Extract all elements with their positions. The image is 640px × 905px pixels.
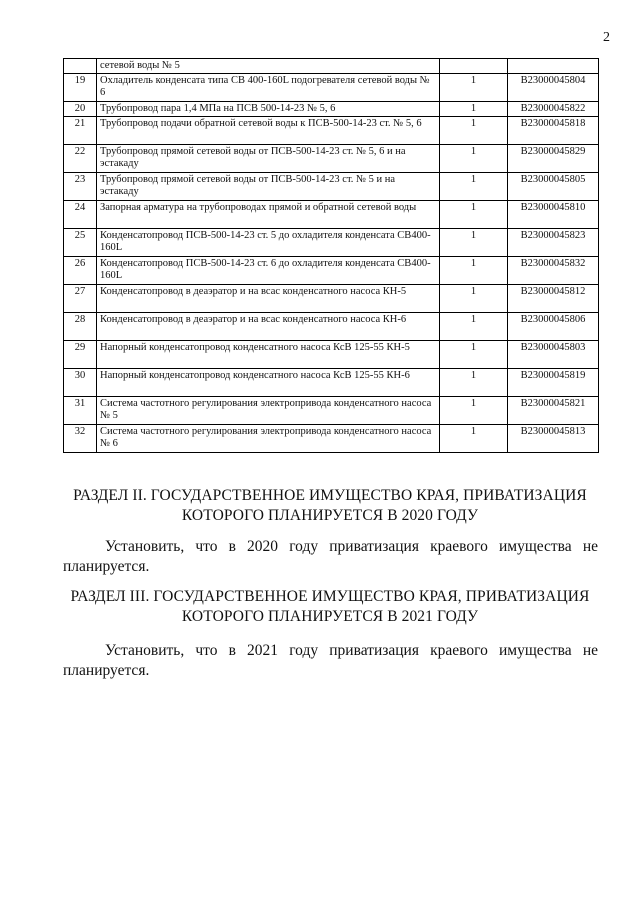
row-number: 25 <box>64 229 97 257</box>
inventory-number: В23000045821 <box>508 397 599 425</box>
inventory-number: В23000045812 <box>508 285 599 313</box>
inventory-number: В23000045805 <box>508 173 599 201</box>
inventory-number: В23000045822 <box>508 102 599 117</box>
table-row <box>64 145 599 173</box>
object-name: Трубопровод прямой сетевой воды от ПСВ-500-14-23 ст. № 5, 6 и на эстакаду <box>97 145 440 173</box>
inventory-number: В23000045829 <box>508 145 599 173</box>
section-3-text: Установить, что в 2021 году приватизация краевого имущества не планируется. <box>63 642 598 679</box>
row-number: 22 <box>64 145 97 173</box>
object-quantity: 1 <box>440 74 508 102</box>
row-number: 30 <box>64 369 97 397</box>
table-row <box>64 257 599 285</box>
object-name: Система частотного регулирования электропривода конденсатного насоса № 5 <box>97 397 440 425</box>
object-name: Охладитель конденсата типа СВ 400-160L подогревателя сетевой воды № 6 <box>97 74 440 102</box>
section-3-title: РАЗДЕЛ III. ГОСУДАРСТВЕННОЕ ИМУЩЕСТВО КРАЯ, ПРИВАТИЗАЦИЯ КОТОРОГО ПЛАНИРУЕТСЯ В 2021 ГОДУ <box>70 588 590 625</box>
table-row <box>64 173 599 201</box>
row-number: 20 <box>64 102 97 117</box>
object-quantity: 1 <box>440 201 508 229</box>
object-name: Напорный конденсатопровод конденсатного насоса КсВ 125-55 КН-6 <box>97 369 440 397</box>
inventory-number: В23000045810 <box>508 201 599 229</box>
row-number <box>64 59 97 74</box>
object-quantity: 1 <box>440 313 508 341</box>
row-number: 31 <box>64 397 97 425</box>
table-row <box>64 229 599 257</box>
row-number: 23 <box>64 173 97 201</box>
object-quantity: 1 <box>440 425 508 453</box>
object-name: Напорный конденсатопровод конденсатного насоса КсВ 125-55 КН-5 <box>97 341 440 369</box>
object-name: Система частотного регулирования электропривода конденсатного насоса № 6 <box>97 425 440 453</box>
object-name: Конденсатопровод в деаэратор и на всас конденсатного насоса КН-6 <box>97 313 440 341</box>
page-number: 2 <box>603 30 610 45</box>
row-number: 21 <box>64 117 97 145</box>
object-quantity: 1 <box>440 257 508 285</box>
inventory-number: В23000045804 <box>508 74 599 102</box>
property-table <box>63 58 599 453</box>
object-quantity: 1 <box>440 341 508 369</box>
object-name: Конденсатопровод ПСВ-500-14-23 ст. 5 до охладителя конденсата СВ400-160L <box>97 229 440 257</box>
inventory-number: В23000045819 <box>508 369 599 397</box>
object-name: Трубопровод пара 1,4 МПа на ПСВ 500-14-23 № 5, 6 <box>97 102 440 117</box>
object-quantity: 1 <box>440 173 508 201</box>
object-name: сетевой воды № 5 <box>97 59 440 74</box>
inventory-number: В23000045803 <box>508 341 599 369</box>
object-quantity: 1 <box>440 285 508 313</box>
table-row <box>64 313 599 341</box>
row-number: 27 <box>64 285 97 313</box>
table-row <box>64 369 599 397</box>
object-quantity: 1 <box>440 397 508 425</box>
object-name: Запорная арматура на трубопроводах прямой и обратной сетевой воды <box>97 201 440 229</box>
inventory-number: В23000045806 <box>508 313 599 341</box>
inventory-number: В23000045823 <box>508 229 599 257</box>
object-quantity: 1 <box>440 117 508 145</box>
row-number: 24 <box>64 201 97 229</box>
row-number: 29 <box>64 341 97 369</box>
section-2-text: Установить, что в 2020 году приватизация краевого имущества не планируется. <box>63 538 598 575</box>
row-number: 19 <box>64 74 97 102</box>
object-name: Конденсатопровод ПСВ-500-14-23 ст. 6 до охладителя конденсата СВ400-160L <box>97 257 440 285</box>
table-row <box>64 201 599 229</box>
table-row <box>64 285 599 313</box>
object-quantity: 1 <box>440 102 508 117</box>
table-row <box>64 59 599 74</box>
row-number: 28 <box>64 313 97 341</box>
object-quantity: 1 <box>440 145 508 173</box>
table-row <box>64 425 599 453</box>
object-quantity <box>440 59 508 74</box>
row-number: 32 <box>64 425 97 453</box>
section-2-title: РАЗДЕЛ II. ГОСУДАРСТВЕННОЕ ИМУЩЕСТВО КРАЯ, ПРИВАТИЗАЦИЯ КОТОРОГО ПЛАНИРУЕТСЯ В 2020 ГОДУ <box>73 487 587 524</box>
table-row <box>64 102 599 117</box>
table-row <box>64 397 599 425</box>
object-name: Конденсатопровод в деаэратор и на всас конденсатного насоса КН-5 <box>97 285 440 313</box>
table-row <box>64 341 599 369</box>
object-name: Трубопровод прямой сетевой воды от ПСВ-500-14-23 ст. № 5 и на эстакаду <box>97 173 440 201</box>
object-quantity: 1 <box>440 369 508 397</box>
inventory-number: В23000045818 <box>508 117 599 145</box>
object-quantity: 1 <box>440 229 508 257</box>
table-row <box>64 74 599 102</box>
inventory-number <box>508 59 599 74</box>
inventory-number: В23000045813 <box>508 425 599 453</box>
object-name: Трубопровод подачи обратной сетевой воды к ПСВ-500-14-23 ст. № 5, 6 <box>97 117 440 145</box>
table-row <box>64 117 599 145</box>
inventory-number: В23000045832 <box>508 257 599 285</box>
row-number: 26 <box>64 257 97 285</box>
